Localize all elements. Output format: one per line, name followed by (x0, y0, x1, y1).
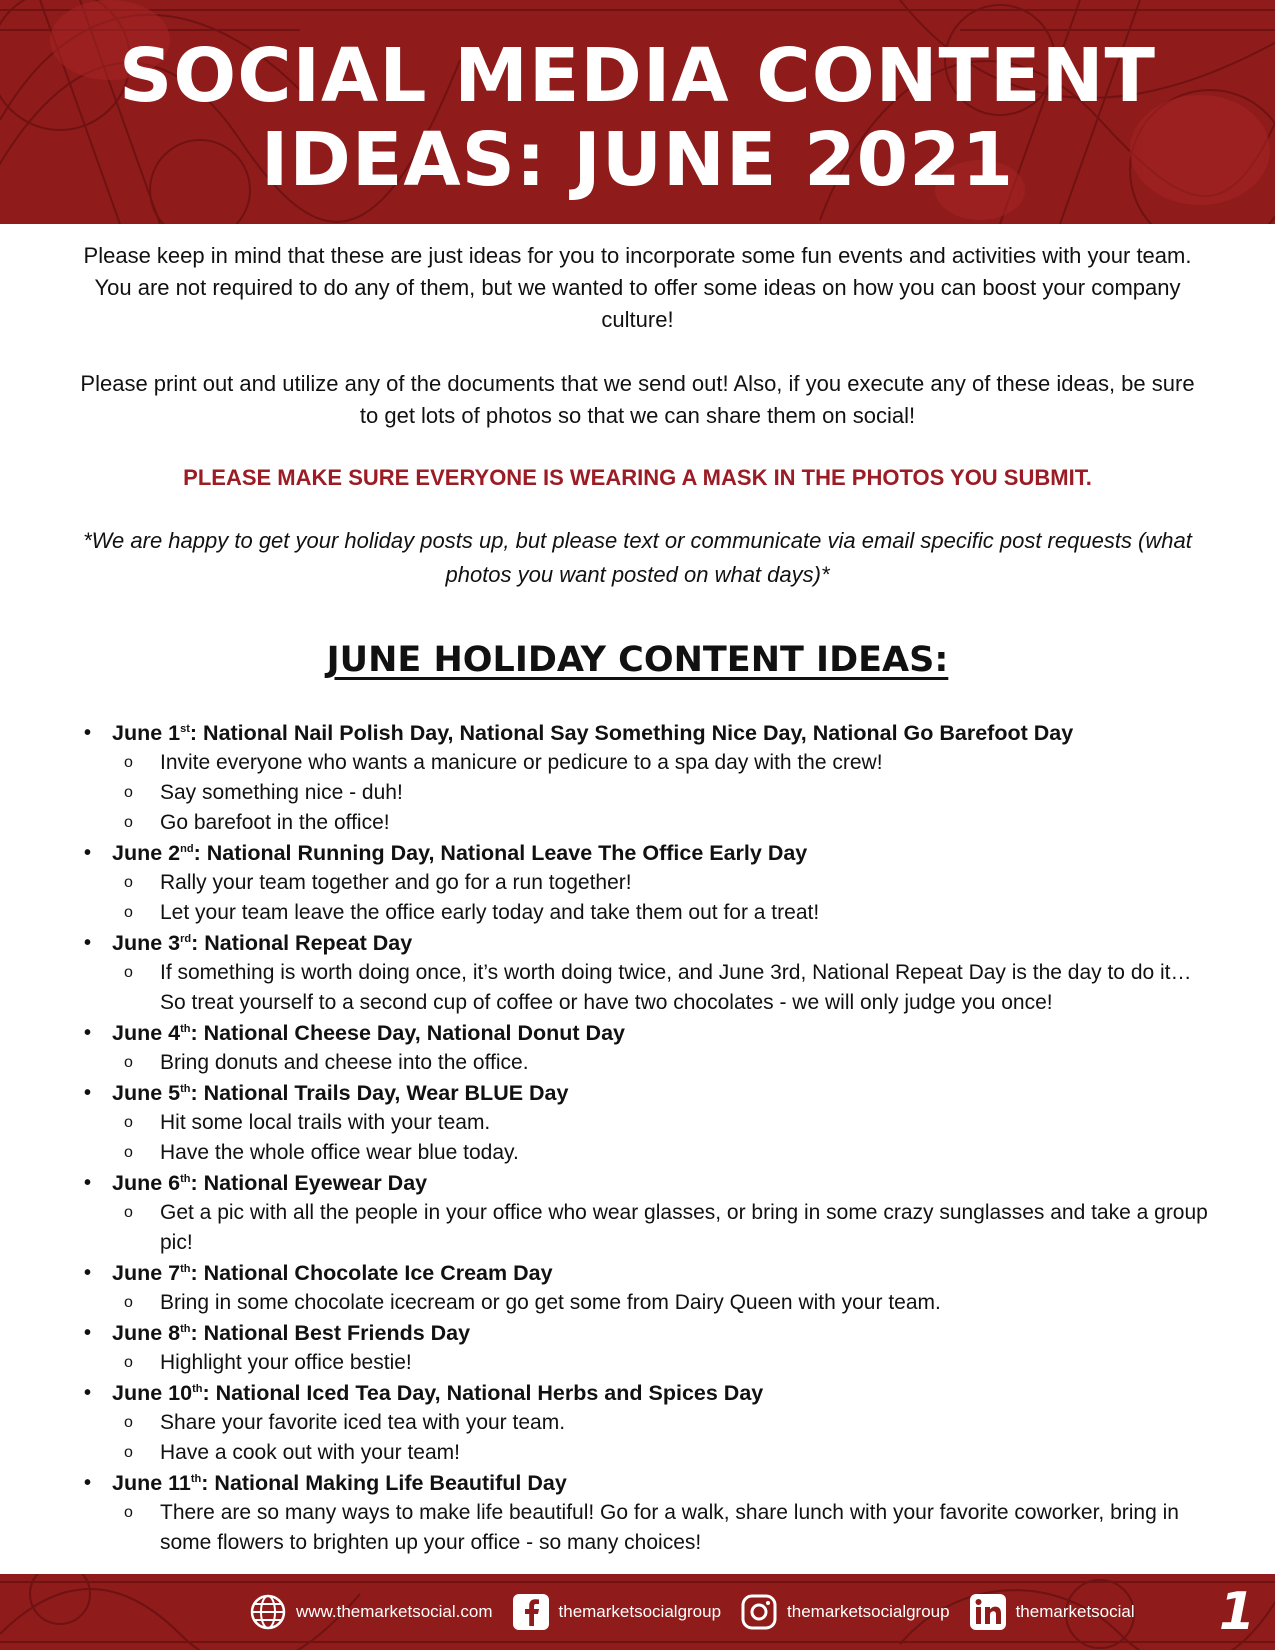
page-title-line-1: SOCIAL MEDIA CONTENT (119, 33, 1156, 119)
social-links (248, 1590, 1135, 1634)
website-link[interactable] (248, 1592, 493, 1632)
facebook-icon (511, 1592, 551, 1632)
event-date: June 11 (112, 1471, 191, 1495)
event-date-suffix: th (192, 1382, 203, 1395)
instagram-text: themarketsocialgroup (787, 1602, 950, 1621)
idea-item: o Bring in some chocolate icecream or go get some from Dairy Queen with your team. (160, 1288, 1212, 1318)
idea-list (112, 958, 1212, 1018)
event-holidays: : National Cheese Day, National Donut Day (190, 1021, 625, 1045)
event-date: June 2 (112, 841, 181, 865)
event-title (112, 928, 1212, 958)
event-date-suffix: th (180, 1022, 191, 1035)
idea-item: o Let your team leave the office early today and take them out for a treat! (160, 898, 1212, 928)
idea-item: o Highlight your office bestie! (160, 1348, 1212, 1378)
event-holidays: : National Eyewear Day (190, 1171, 428, 1195)
event-title (112, 1018, 1212, 1048)
idea-list (112, 748, 1212, 838)
page-title-line-2: IDEAS: JUNE 2021 (260, 117, 1015, 203)
event-title (112, 1468, 1212, 1498)
event-holidays: : National Running Day, National Leave The Office Early Day (193, 841, 808, 865)
facebook-text: themarketsocialgroup (558, 1602, 722, 1621)
page-number: 1 (1218, 1582, 1255, 1642)
event-holidays: : National Best Friends Day (190, 1321, 471, 1345)
event-item (82, 1018, 1212, 1078)
event-title (112, 1258, 1212, 1288)
mask-warning: PLEASE MAKE SURE EVERYONE IS WEARING A MASK IN THE PHOTOS YOU SUBMIT. (183, 465, 1092, 490)
event-item (82, 1318, 1212, 1378)
event-date: June 4 (112, 1021, 181, 1045)
globe-icon (248, 1592, 288, 1632)
event-holidays: : National Chocolate Ice Cream Day (190, 1261, 553, 1285)
footer-bar (0, 1574, 1275, 1650)
event-date: June 10 (112, 1381, 193, 1405)
request-note: *We are happy to get your holiday posts up, but please text or communicate via email specific post requests (what photos you want posted on what days)* (83, 528, 1192, 587)
idea-list (112, 1348, 1212, 1378)
events-list (82, 718, 1212, 1558)
idea-list (112, 1048, 1212, 1078)
idea-list (112, 1108, 1212, 1168)
idea-list (112, 1408, 1212, 1468)
idea-item: o Bring donuts and cheese into the office. (160, 1048, 1212, 1078)
section-title (0, 640, 1275, 680)
idea-item: o Have the whole office wear blue today. (160, 1138, 1212, 1168)
event-date-suffix: th (180, 1262, 191, 1275)
instagram-icon (739, 1592, 779, 1632)
event-date-suffix: nd (180, 842, 194, 855)
section-title-text: JUNE HOLIDAY CONTENT IDEAS: (326, 640, 949, 680)
event-item (82, 1168, 1212, 1258)
idea-item: o There are so many ways to make life beautiful! Go for a walk, share lunch with your favorite coworker, bring in some flowers to brighten up your office - so many choices! (160, 1498, 1212, 1558)
idea-list (112, 1198, 1212, 1258)
event-holidays: : National Trails Day, Wear BLUE Day (190, 1081, 569, 1105)
idea-item: o Have a cook out with your team! (160, 1438, 1212, 1468)
idea-item: o Rally your team together and go for a run together! (160, 868, 1212, 898)
event-date-suffix: th (180, 1082, 191, 1095)
event-holidays: : National Repeat Day (191, 931, 413, 955)
website-text: www.themarketsocial.com (296, 1602, 493, 1621)
instagram-link[interactable] (739, 1592, 950, 1632)
idea-item: o Go barefoot in the office! (160, 808, 1212, 838)
linkedin-link[interactable] (968, 1592, 1135, 1632)
event-title (112, 1378, 1212, 1408)
intro-paragraph-2: Please print out and utilize any of the documents that we send out! Also, if you execute any of these ideas, be sure to get lots of photos so that we can share them on social! (80, 371, 1195, 428)
event-holidays: : National Making Life Beautiful Day (201, 1471, 567, 1495)
idea-item: o Say something nice - duh! (160, 778, 1212, 808)
idea-item: o Hit some local trails with your team. (160, 1108, 1212, 1138)
event-item (82, 1258, 1212, 1318)
event-item (82, 838, 1212, 928)
intro-section (80, 240, 1195, 592)
facebook-link[interactable] (511, 1592, 722, 1632)
event-item (82, 718, 1212, 838)
event-holidays: : National Nail Polish Day, National Say Something Nice Day, National Go Barefoot Day (189, 721, 1074, 745)
event-date: June 6 (112, 1171, 181, 1195)
event-date: June 7 (112, 1261, 181, 1285)
idea-item: o Get a pic with all the people in your office who wear glasses, or bring in some crazy sunglasses and take a group pic! (160, 1198, 1212, 1258)
event-date-suffix: rd (180, 932, 192, 945)
page-title (0, 0, 1275, 202)
event-date-suffix: th (180, 1172, 191, 1185)
event-title (112, 718, 1212, 748)
intro-paragraph-1: Please keep in mind that these are just ideas for you to incorporate some fun events and activities with your team. You are not required to do any of them, but we wanted to offer some ideas on how you can boost your company culture! (83, 243, 1192, 332)
event-item (82, 1468, 1212, 1558)
event-title (112, 1168, 1212, 1198)
event-item (82, 1378, 1212, 1468)
event-title (112, 1318, 1212, 1348)
event-date: June 3 (112, 931, 181, 955)
event-date: June 5 (112, 1081, 181, 1105)
event-title (112, 1078, 1212, 1108)
idea-list (112, 1288, 1212, 1318)
idea-item: o Invite everyone who wants a manicure or pedicure to a spa day with the crew! (160, 748, 1212, 778)
event-date-suffix: st (180, 722, 190, 735)
event-date-suffix: th (180, 1322, 191, 1335)
idea-item: o If something is worth doing once, it’s worth doing twice, and June 3rd, National Repeat Day is the day to do it… So treat yourself to a second cup of coffee or have two chocolates - we will only judge you once! (160, 958, 1212, 1018)
linkedin-text: themarketsocial (1015, 1602, 1135, 1621)
event-date: June 1 (112, 721, 181, 745)
event-item (82, 1078, 1212, 1168)
event-date-suffix: th (190, 1472, 202, 1485)
idea-item: o Share your favorite iced tea with your team. (160, 1408, 1212, 1438)
event-date: June 8 (112, 1321, 181, 1345)
event-holidays: : National Iced Tea Day, National Herbs and Spices Day (202, 1381, 764, 1405)
idea-list (112, 1498, 1212, 1558)
event-title (112, 838, 1212, 868)
header-banner (0, 0, 1275, 224)
linkedin-icon (968, 1592, 1008, 1632)
event-item (82, 928, 1212, 1018)
idea-list (112, 868, 1212, 928)
